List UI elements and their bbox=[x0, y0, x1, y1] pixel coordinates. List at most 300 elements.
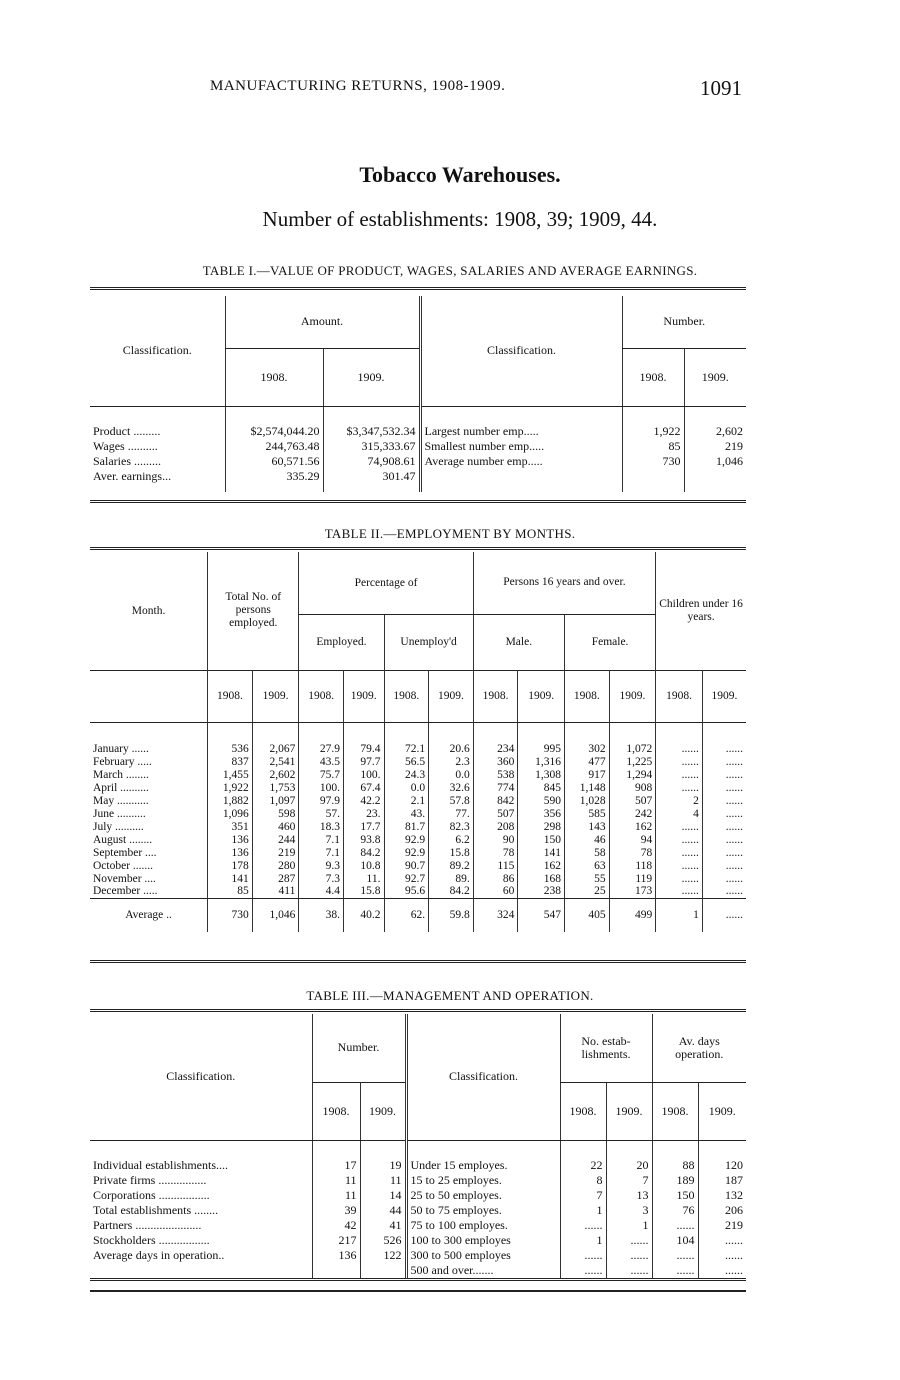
t2-cell: 1,028 bbox=[564, 794, 609, 807]
t2-year: 1908. bbox=[384, 670, 429, 722]
t2-cell: 141 bbox=[518, 846, 565, 859]
t2-cell: 141 bbox=[208, 872, 253, 885]
t2-cell: 25 bbox=[564, 885, 609, 898]
t2-cell: 2 bbox=[656, 794, 703, 807]
t3-row-label: Corporations ................. bbox=[93, 1188, 210, 1202]
t2-cell: 11. bbox=[343, 872, 384, 885]
t2-cell: 81.7 bbox=[384, 820, 429, 833]
t2-cell: 79.4 bbox=[343, 742, 384, 755]
t2-cell: 84.2 bbox=[343, 846, 384, 859]
t3-cell: 136 bbox=[312, 1248, 360, 1263]
table-row bbox=[90, 833, 746, 846]
t2-cell: 63 bbox=[564, 859, 609, 872]
t2-col-female: Female. bbox=[564, 614, 655, 670]
t2-cell: ...... bbox=[702, 846, 746, 859]
table-row bbox=[90, 846, 746, 859]
table3 bbox=[90, 1014, 746, 1278]
t1-cell: $2,574,044.20 bbox=[225, 424, 323, 439]
t2-cell: ...... bbox=[702, 742, 746, 755]
t3-cell: 206 bbox=[698, 1203, 746, 1218]
t3-row-label: Private firms ................ bbox=[93, 1173, 207, 1187]
t2-year: 1909. bbox=[252, 670, 299, 722]
t2-year: 1909. bbox=[343, 670, 384, 722]
t2-cell: 27.9 bbox=[299, 742, 344, 755]
t1-cell: 315,333.67 bbox=[323, 439, 420, 454]
t3-year: 1909. bbox=[698, 1082, 746, 1140]
table-row bbox=[90, 768, 746, 781]
t3-cell: ...... bbox=[560, 1263, 606, 1278]
t2-cell: 547 bbox=[518, 898, 565, 932]
t3-row-label: Partners ...................... bbox=[93, 1218, 202, 1232]
t2-cell: 598 bbox=[252, 807, 299, 820]
t1-cell: 1,922 bbox=[622, 424, 684, 439]
t3-cell bbox=[360, 1263, 406, 1278]
t3-cell: 14 bbox=[360, 1188, 406, 1203]
t2-month-label: August ........ bbox=[93, 833, 153, 846]
t3-year: 1909. bbox=[360, 1082, 406, 1140]
t2-cell: 32.6 bbox=[429, 781, 474, 794]
t2-cell: 219 bbox=[252, 846, 299, 859]
t2-year: 1908. bbox=[299, 670, 344, 722]
t2-cell: 20.6 bbox=[429, 742, 474, 755]
t2-year: 1908. bbox=[473, 670, 518, 722]
t2-cell: 40.2 bbox=[343, 898, 384, 932]
t3-cell: 104 bbox=[652, 1233, 698, 1248]
t2-cell: 95.6 bbox=[384, 885, 429, 898]
table-row bbox=[90, 1158, 746, 1173]
t1-right-label: Average number emp..... bbox=[420, 454, 622, 469]
t3-cell: 44 bbox=[360, 1203, 406, 1218]
t2-cell: 82.3 bbox=[429, 820, 474, 833]
t2-cell: 477 bbox=[564, 755, 609, 768]
t2-cell: 136 bbox=[208, 833, 253, 846]
t2-cell: 100. bbox=[299, 781, 344, 794]
t2-cell: 1,225 bbox=[609, 755, 656, 768]
t3-cell: ...... bbox=[652, 1218, 698, 1233]
table1-top-rule bbox=[90, 287, 746, 290]
t2-cell: 2,602 bbox=[252, 768, 299, 781]
t2-cell: ...... bbox=[702, 755, 746, 768]
t2-cell: 1,882 bbox=[208, 794, 253, 807]
t3-cell: ...... bbox=[606, 1248, 652, 1263]
t2-cell: 302 bbox=[564, 742, 609, 755]
t3-right-label: 500 and over....... bbox=[406, 1263, 560, 1278]
table3-top-rule bbox=[90, 1009, 746, 1012]
t2-cell: 89.2 bbox=[429, 859, 474, 872]
table3-caption: TABLE III.—MANAGEMENT AND OPERATION. bbox=[306, 988, 594, 1003]
table2-top-rule bbox=[90, 547, 746, 550]
t2-cell: 1,096 bbox=[208, 807, 253, 820]
t2-year: 1909. bbox=[429, 670, 474, 722]
t2-cell: 57. bbox=[299, 807, 344, 820]
t1-col-classification: Classification. bbox=[90, 296, 225, 406]
t2-month-label: January ...... bbox=[93, 742, 149, 755]
t2-month-label: March ........ bbox=[93, 768, 149, 781]
t3-cell: ...... bbox=[698, 1263, 746, 1278]
t2-cell: 60 bbox=[473, 885, 518, 898]
t3-year: 1908. bbox=[652, 1082, 698, 1140]
t2-cell: 90.7 bbox=[384, 859, 429, 872]
t3-row-label: Average days in operation.. bbox=[93, 1248, 225, 1262]
t2-year: 1909. bbox=[609, 670, 656, 722]
t2-year: 1908. bbox=[656, 670, 703, 722]
t2-cell: ...... bbox=[702, 859, 746, 872]
t3-col-avdays: Av. days operation. bbox=[652, 1014, 746, 1082]
t2-cell: 136 bbox=[208, 846, 253, 859]
t2-cell: 92.9 bbox=[384, 833, 429, 846]
table-row bbox=[90, 872, 746, 885]
t3-cell: ...... bbox=[652, 1263, 698, 1278]
t2-cell: 507 bbox=[473, 807, 518, 820]
table-row bbox=[90, 859, 746, 872]
t2-cell: 356 bbox=[518, 807, 565, 820]
t2-cell: ...... bbox=[702, 807, 746, 820]
t1-num-year-1909: 1909. bbox=[684, 348, 746, 406]
t2-cell: 93.8 bbox=[343, 833, 384, 846]
t2-cell: 507 bbox=[609, 794, 656, 807]
t3-cell: 217 bbox=[312, 1233, 360, 1248]
t3-cell: ...... bbox=[560, 1218, 606, 1233]
t2-cell: ...... bbox=[656, 755, 703, 768]
table-row bbox=[90, 1188, 746, 1203]
t2-cell: 17.7 bbox=[343, 820, 384, 833]
t2-col-month: Month. bbox=[131, 604, 166, 617]
t2-cell: 2.3 bbox=[429, 755, 474, 768]
t2-cell: 2,067 bbox=[252, 742, 299, 755]
t2-cell: ...... bbox=[702, 768, 746, 781]
t2-cell: 837 bbox=[208, 755, 253, 768]
t2-cell: 89. bbox=[429, 872, 474, 885]
t2-cell: 908 bbox=[609, 781, 656, 794]
table-row bbox=[90, 1218, 746, 1233]
t3-cell: 150 bbox=[652, 1188, 698, 1203]
t3-cell: 1 bbox=[560, 1203, 606, 1218]
t3-year: 1908. bbox=[312, 1082, 360, 1140]
t2-month-label: February ..... bbox=[93, 755, 152, 768]
t1-cell: 1,046 bbox=[684, 454, 746, 469]
t3-cell: 7 bbox=[560, 1188, 606, 1203]
t1-year-1909: 1909. bbox=[323, 348, 420, 406]
t3-cell: ...... bbox=[698, 1233, 746, 1248]
t2-cell: 1,455 bbox=[208, 768, 253, 781]
t3-cell: 19 bbox=[360, 1158, 406, 1173]
t2-cell: ...... bbox=[656, 781, 703, 794]
t2-cell: 6.2 bbox=[429, 833, 474, 846]
t2-cell: 298 bbox=[518, 820, 565, 833]
t3-cell: ...... bbox=[698, 1248, 746, 1263]
t3-row-label: Total establishments ........ bbox=[93, 1203, 219, 1217]
t2-cell: 460 bbox=[252, 820, 299, 833]
t2-year: 1909. bbox=[702, 670, 746, 722]
t2-cell: 115 bbox=[473, 859, 518, 872]
t2-col-children: Children under 16 years. bbox=[656, 552, 746, 670]
t1-cell: 74,908.61 bbox=[323, 454, 420, 469]
t3-cell: 41 bbox=[360, 1218, 406, 1233]
t2-cell: 15.8 bbox=[429, 846, 474, 859]
t2-cell: 845 bbox=[518, 781, 565, 794]
t1-row-label: Product ......... bbox=[93, 424, 161, 438]
t2-cell: 15.8 bbox=[343, 885, 384, 898]
t2-cell: 162 bbox=[518, 859, 565, 872]
table-row bbox=[90, 1233, 746, 1248]
t2-cell: 9.3 bbox=[299, 859, 344, 872]
t3-cell: 189 bbox=[652, 1173, 698, 1188]
t1-cell: 730 bbox=[622, 454, 684, 469]
page-title: Tobacco Warehouses. bbox=[359, 162, 561, 187]
t2-cell: 24.3 bbox=[384, 768, 429, 781]
table-row bbox=[90, 1248, 746, 1263]
t1-right-label: Smallest number emp..... bbox=[420, 439, 622, 454]
t2-cell: 536 bbox=[208, 742, 253, 755]
t3-cell: 20 bbox=[606, 1158, 652, 1173]
t3-cell: 39 bbox=[312, 1203, 360, 1218]
t2-year: 1909. bbox=[518, 670, 565, 722]
t2-cell: 92.9 bbox=[384, 846, 429, 859]
t2-cell: 7.1 bbox=[299, 833, 344, 846]
t2-year: 1908. bbox=[208, 670, 253, 722]
t2-cell: 2.1 bbox=[384, 794, 429, 807]
t2-cell: 56.5 bbox=[384, 755, 429, 768]
t1-col-classification-right: Classification. bbox=[420, 296, 622, 406]
t2-col-persons16: Persons 16 years and over. bbox=[473, 552, 655, 614]
t3-year: 1909. bbox=[606, 1082, 652, 1140]
t2-cell: 280 bbox=[252, 859, 299, 872]
t3-right-label: 25 to 50 employes. bbox=[406, 1188, 560, 1203]
t1-cell: 2,602 bbox=[684, 424, 746, 439]
t2-cell: 1,294 bbox=[609, 768, 656, 781]
t2-cell: 38. bbox=[299, 898, 344, 932]
t2-cell: 55 bbox=[564, 872, 609, 885]
t3-col-number: Number. bbox=[312, 1014, 406, 1082]
t2-cell: 585 bbox=[564, 807, 609, 820]
t2-cell: 59.8 bbox=[429, 898, 474, 932]
table1-bottom-rule bbox=[90, 500, 746, 503]
table1-caption: TABLE I.—VALUE OF PRODUCT, WAGES, SALARIES AND AVERAGE EARNINGS. bbox=[202, 263, 698, 278]
table-row bbox=[90, 807, 746, 820]
t2-cell: 208 bbox=[473, 820, 518, 833]
t2-cell: 97.9 bbox=[299, 794, 344, 807]
t3-cell: 7 bbox=[606, 1173, 652, 1188]
t1-right-label: Largest number emp..... bbox=[420, 424, 622, 439]
t2-cell: ...... bbox=[656, 742, 703, 755]
t3-cell: 11 bbox=[312, 1173, 360, 1188]
t3-row-label bbox=[90, 1263, 312, 1278]
t1-cell: 85 bbox=[622, 439, 684, 454]
t3-cell: 187 bbox=[698, 1173, 746, 1188]
t2-cell: 100. bbox=[343, 768, 384, 781]
page-number: 1091 bbox=[700, 76, 742, 100]
t2-cell: 7.1 bbox=[299, 846, 344, 859]
table1 bbox=[90, 296, 746, 492]
t2-col-unemployed: Unemploy'd bbox=[384, 614, 473, 670]
t2-cell: 46 bbox=[564, 833, 609, 846]
t2-cell: ...... bbox=[702, 794, 746, 807]
t2-cell: 92.7 bbox=[384, 872, 429, 885]
t2-col-male: Male. bbox=[473, 614, 564, 670]
t2-col-total: Total No. of persons employed. bbox=[208, 552, 299, 670]
t2-cell: 168 bbox=[518, 872, 565, 885]
t3-cell: 88 bbox=[652, 1158, 698, 1173]
t3-cell: ...... bbox=[652, 1248, 698, 1263]
t3-cell: ...... bbox=[606, 1233, 652, 1248]
t2-cell: 244 bbox=[252, 833, 299, 846]
t2-cell: 238 bbox=[518, 885, 565, 898]
t2-cell: ...... bbox=[656, 872, 703, 885]
t2-cell: 995 bbox=[518, 742, 565, 755]
t2-cell: 67.4 bbox=[343, 781, 384, 794]
table-row bbox=[90, 755, 746, 768]
t2-cell: 85 bbox=[208, 885, 253, 898]
t2-cell: 72.1 bbox=[384, 742, 429, 755]
t2-cell: 78 bbox=[609, 846, 656, 859]
t3-cell: ...... bbox=[560, 1248, 606, 1263]
t2-cell: 77. bbox=[429, 807, 474, 820]
t2-cell: 405 bbox=[564, 898, 609, 932]
t3-cell: 3 bbox=[606, 1203, 652, 1218]
t1-cell: 60,571.56 bbox=[225, 454, 323, 469]
t3-cell: 122 bbox=[360, 1248, 406, 1263]
t2-cell: 499 bbox=[609, 898, 656, 932]
t1-cell: $3,347,532.34 bbox=[323, 424, 420, 439]
page-end-rule bbox=[90, 1290, 746, 1292]
t3-right-label: 75 to 100 employes. bbox=[406, 1218, 560, 1233]
t2-cell: 287 bbox=[252, 872, 299, 885]
t3-cell: 219 bbox=[698, 1218, 746, 1233]
table-row bbox=[90, 1173, 746, 1188]
t3-cell: 526 bbox=[360, 1233, 406, 1248]
t3-cell: ...... bbox=[606, 1263, 652, 1278]
t2-cell: 242 bbox=[609, 807, 656, 820]
t3-cell: 17 bbox=[312, 1158, 360, 1173]
t2-cell: ...... bbox=[656, 820, 703, 833]
t3-right-label: 50 to 75 employes. bbox=[406, 1203, 560, 1218]
t1-year-1908: 1908. bbox=[225, 348, 323, 406]
t2-cell: 10.8 bbox=[343, 859, 384, 872]
t2-year: 1908. bbox=[564, 670, 609, 722]
t2-cell: 75.7 bbox=[299, 768, 344, 781]
t2-cell: 234 bbox=[473, 742, 518, 755]
t2-cell: 411 bbox=[252, 885, 299, 898]
t3-col-estab: No. estab- lishments. bbox=[560, 1014, 652, 1082]
t2-cell: 18.3 bbox=[299, 820, 344, 833]
t2-cell: 86 bbox=[473, 872, 518, 885]
t3-row-label: Individual establishments.... bbox=[93, 1158, 228, 1172]
t2-cell: 774 bbox=[473, 781, 518, 794]
t2-cell: 97.7 bbox=[343, 755, 384, 768]
t3-cell: 11 bbox=[360, 1173, 406, 1188]
t2-cell: 360 bbox=[473, 755, 518, 768]
t2-cell: 1 bbox=[656, 898, 703, 932]
t2-month-label: April .......... bbox=[93, 781, 149, 794]
t2-cell: ...... bbox=[702, 833, 746, 846]
t3-cell: 22 bbox=[560, 1158, 606, 1173]
t2-cell: 178 bbox=[208, 859, 253, 872]
t3-cell: 11 bbox=[312, 1188, 360, 1203]
t2-cell: 58 bbox=[564, 846, 609, 859]
t3-right-label: Under 15 employes. bbox=[406, 1158, 560, 1173]
t2-cell: 119 bbox=[609, 872, 656, 885]
t2-cell: 150 bbox=[518, 833, 565, 846]
t1-num-year-1908: 1908. bbox=[622, 348, 684, 406]
t2-cell: 4.4 bbox=[299, 885, 344, 898]
t3-cell: 1 bbox=[560, 1233, 606, 1248]
t1-row-label: Salaries ......... bbox=[93, 454, 161, 468]
t2-cell: 538 bbox=[473, 768, 518, 781]
table2-caption: TABLE II.—EMPLOYMENT BY MONTHS. bbox=[324, 526, 576, 541]
t1-cell: 301.47 bbox=[323, 469, 420, 484]
t2-cell: ...... bbox=[702, 898, 746, 932]
t2-month-label: December ..... bbox=[93, 885, 158, 898]
page-subtitle: Number of establishments: 1908, 39; 1909, 44. bbox=[262, 207, 658, 231]
t2-cell: 143 bbox=[564, 820, 609, 833]
t2-month-label: November .... bbox=[93, 872, 156, 885]
table-row bbox=[90, 1263, 746, 1278]
table-row bbox=[90, 794, 746, 807]
t2-cell: 43.5 bbox=[299, 755, 344, 768]
t2-cell: 118 bbox=[609, 859, 656, 872]
t2-cell: 90 bbox=[473, 833, 518, 846]
t2-cell: ...... bbox=[702, 872, 746, 885]
t1-cell: 335.29 bbox=[225, 469, 323, 484]
t2-cell: 0.0 bbox=[384, 781, 429, 794]
t2-cell: 1,308 bbox=[518, 768, 565, 781]
t2-cell: 162 bbox=[609, 820, 656, 833]
t3-right-label: 100 to 300 employes bbox=[406, 1233, 560, 1248]
t2-cell: ...... bbox=[656, 846, 703, 859]
t2-cell: 7.3 bbox=[299, 872, 344, 885]
t3-col-classification: Classification. bbox=[90, 1014, 312, 1140]
t3-cell: 42 bbox=[312, 1218, 360, 1233]
t2-body bbox=[90, 722, 746, 932]
t1-col-number: Number. bbox=[622, 296, 746, 348]
t2-month-label: June .......... bbox=[93, 807, 146, 820]
t2-cell: 2,541 bbox=[252, 755, 299, 768]
t2-cell: 4 bbox=[656, 807, 703, 820]
t2-cell: 1,316 bbox=[518, 755, 565, 768]
t2-month-label: May ........... bbox=[93, 794, 149, 807]
t3-body bbox=[90, 1140, 746, 1278]
t2-cell: 1,753 bbox=[252, 781, 299, 794]
table-row bbox=[90, 1203, 746, 1218]
t2-cell: 57.8 bbox=[429, 794, 474, 807]
table-row bbox=[90, 885, 746, 898]
table-row-average bbox=[90, 898, 746, 932]
t2-cell: ...... bbox=[656, 859, 703, 872]
t2-cell: ...... bbox=[702, 885, 746, 898]
t2-cell: 1,072 bbox=[609, 742, 656, 755]
t3-right-label: 300 to 500 employes bbox=[406, 1248, 560, 1263]
t2-cell: ...... bbox=[702, 820, 746, 833]
t2-cell: 590 bbox=[518, 794, 565, 807]
t2-cell: 324 bbox=[473, 898, 518, 932]
t2-month-label: July .......... bbox=[93, 820, 144, 833]
t2-cell: 173 bbox=[609, 885, 656, 898]
t2-cell: 0.0 bbox=[429, 768, 474, 781]
t2-cell: 1,046 bbox=[252, 898, 299, 932]
t2-col-employed: Employed. bbox=[299, 614, 384, 670]
t2-cell: 730 bbox=[208, 898, 253, 932]
t2-cell: 1,148 bbox=[564, 781, 609, 794]
t2-cell: ...... bbox=[656, 885, 703, 898]
t3-right-label: 15 to 25 employes. bbox=[406, 1173, 560, 1188]
t2-cell: ...... bbox=[656, 768, 703, 781]
t1-cell: 244,763.48 bbox=[225, 439, 323, 454]
t2-col-percentage: Percentage of bbox=[299, 552, 473, 614]
t3-cell: 120 bbox=[698, 1158, 746, 1173]
t2-cell: 842 bbox=[473, 794, 518, 807]
t1-row-label: Wages .......... bbox=[93, 439, 158, 453]
t1-col-amount: Amount. bbox=[225, 296, 420, 348]
